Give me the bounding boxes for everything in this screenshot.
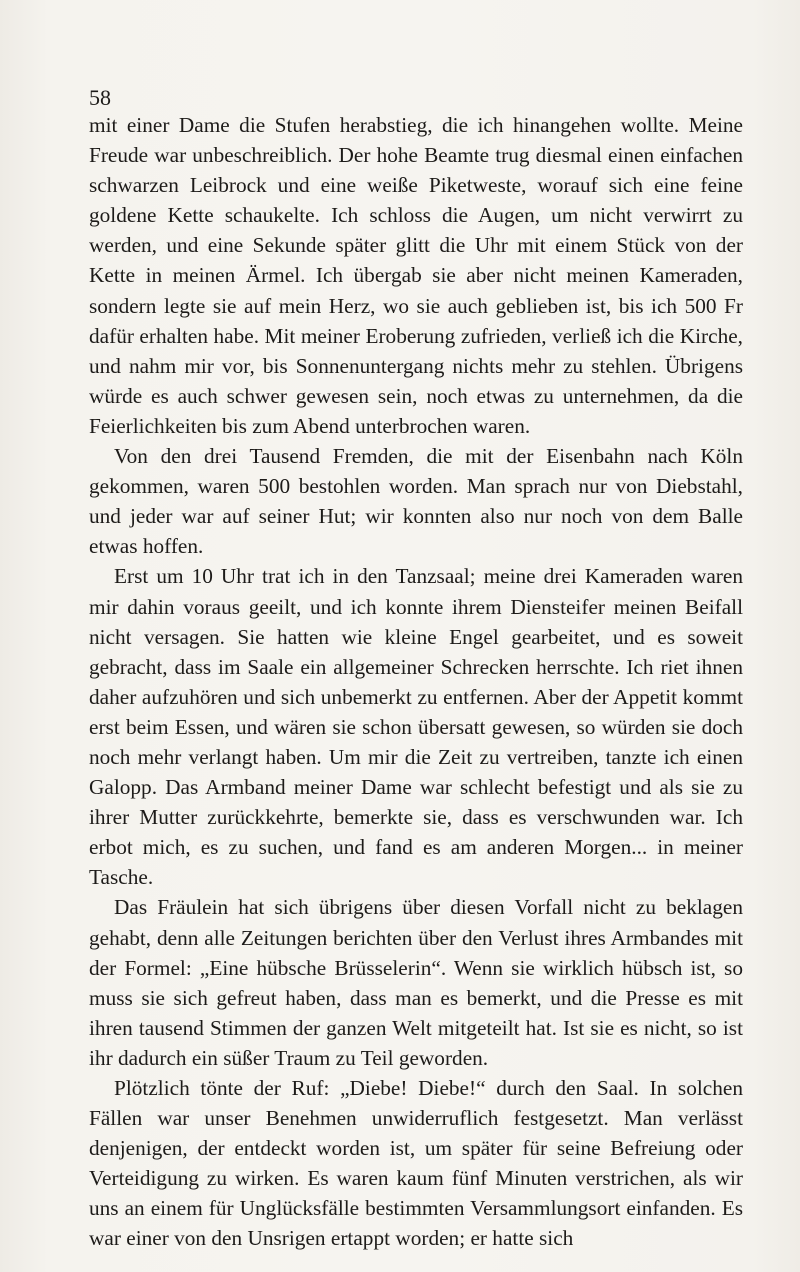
paragraph: Von den drei Tausend Fremden, die mit der Eisenbahn nach Köln gekommen, waren 500 bestohlen worden. Man sprach nur von Diebstahl, und jeder war auf seiner Hut; wir konnten also nur noch von dem Balle etwas hoffen. bbox=[89, 444, 743, 559]
paragraph: Plötzlich tönte der Ruf: „Diebe! Diebe!“ durch den Saal. In solchen Fällen war unser Benehmen unwiderruflich festgesetzt. Man verlässt denjenigen, der entdeckt worden ist, um später für seine Befreiung oder Verteidigung zu wirken. Es waren kaum fünf Minuten verstrichen, als wir uns an einem für Unglücksfälle bestimmten Versammlungsort einfanden. Es war einer von den Unsrigen ertappt worden; er hatte sich bbox=[89, 1076, 743, 1251]
page-number: 58 bbox=[89, 85, 111, 110]
paragraph: Erst um 10 Uhr trat ich in den Tanzsaal; meine drei Kameraden waren mir dahin voraus geeilt, und ich konnte ihrem Diensteifer meinen Beifall nicht versagen. Sie hatten wie kleine Engel gearbeitet, und es soweit gebracht, dass im Saale ein allgemeiner Schrecken herrschte. Ich riet ihnen daher aufzuhören und sich unbemerkt zu entfernen. Aber der Appetit kommt erst beim Essen, und wären sie schon übersatt gewesen, so würden sie doch noch mehr verlangt haben. Um mir die Zeit zu vertreiben, tanzte ich einen Galopp. Das Armband meiner Dame war schlecht befestigt und als sie zu ihrer Mutter zurückkehrte, bemerkte sie, dass es verschwunden war. Ich erbot mich, es zu suchen, und fand es am anderen Morgen... in meiner Tasche. bbox=[89, 564, 743, 890]
paragraph-continued: mit einer Dame die Stufen herabstieg, die ich hinangehen wollte. Meine Freude war unbeschreiblich. Der hohe Beamte trug diesmal einen einfachen schwarzen Leibrock und eine weiße Piketweste, worauf sich eine feine goldene Kette schaukelte. Ich schloss die Augen, um nicht verwirrt zu werden, und eine Sekunde später glitt die Uhr mit einem Stück von der Kette in meinen Ärmel. Ich übergab sie aber nicht meinen Kameraden, sondern legte sie auf mein Herz, wo sie auch geblieben ist, bis ich 500 Fr dafür erhalten habe. Mit meiner Eroberung zufrieden, verließ ich die Kirche, und nahm mir vor, bis Sonnenuntergang nichts mehr zu stehlen. Übrigens würde es auch schwer gewesen sein, noch etwas zu unternehmen, da die Feierlichkeiten bis zum Abend unterbrochen waren. bbox=[89, 113, 743, 438]
body-text bbox=[89, 110, 743, 1254]
paragraph: Das Fräulein hat sich übrigens über diesen Vorfall nicht zu beklagen gehabt, denn alle Zeitungen berichten über den Verlust ihres Armbandes mit der Formel: „Eine hübsche Brüsselerin“. Wenn sie wirklich hübsch ist, so muss sie sich gefreut haben, dass man es bemerkt, und die Presse es mit ihren tausend Stimmen der ganzen Welt mitgeteilt hat. Ist sie es nicht, so ist ihr dadurch ein süßer Traum zu Teil geworden. bbox=[89, 895, 743, 1070]
